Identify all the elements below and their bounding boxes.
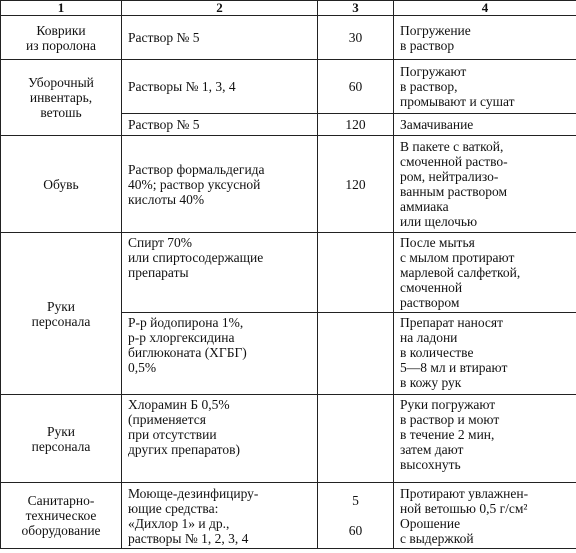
table-row [1,233,576,313]
object-cell: Руки персонала [1,233,122,395]
table-row [1,395,576,483]
time-cell: 120 [318,114,394,136]
agent-cell: Раствор формальдегида 40%; раствор уксусной кислоты 40% [122,136,318,233]
table-row [1,136,576,233]
method-cell: После мытья с мылом протирают марлевой салфеткой, смоченной раствором [394,233,576,313]
header-col-1: 1 [1,1,122,16]
method-cell: Протирают увлажнен- ной ветошью 0,5 г/см² Орошение с выдержкой [394,483,576,549]
agent-cell: Р-р йодопирона 1%, р-р хлоргексидина биглюконата (ХГБГ) 0,5% [122,313,318,395]
method-cell: В пакете с ваткой, смоченной раство- ром, нейтрализо- ванным раствором аммиака или щелочью [394,136,576,233]
time-cell: 60 [318,60,394,114]
table-row [1,483,576,549]
table-row [1,60,576,114]
header-col-2: 2 [122,1,318,16]
method-cell: Руки погружают в раствор и моют в течение 2 мин, затем дают высохнуть [394,395,576,483]
agent-cell: Раствор № 5 [122,16,318,60]
time-cell: 30 [318,16,394,60]
method-cell: Погружение в раствор [394,16,576,60]
object-cell: Руки персонала [1,395,122,483]
time-cell: 5 60 [318,483,394,549]
time-cell [318,395,394,483]
time-cell: 120 [318,136,394,233]
object-cell: Коврики из поролона [1,16,122,60]
method-cell: Погружают в раствор, промывают и сушат [394,60,576,114]
method-cell: Замачивание [394,114,576,136]
agent-cell: Раствор № 5 [122,114,318,136]
header-col-4: 4 [394,1,576,16]
agent-cell: Моюще-дезинфициру- ющие средства: «Дихлор 1» и др., растворы № 1, 2, 3, 4 [122,483,318,549]
table-row [1,16,576,60]
time-cell [318,233,394,313]
header-row [1,1,576,16]
object-cell: Обувь [1,136,122,233]
object-cell: Уборочный инвентарь, ветошь [1,60,122,136]
object-cell: Санитарно- техническое оборудование [1,483,122,549]
agent-cell: Растворы № 1, 3, 4 [122,60,318,114]
method-cell: Препарат наносят на ладони в количестве 5—8 мл и втирают в кожу рук [394,313,576,395]
time-cell [318,313,394,395]
agent-cell: Спирт 70% или спиртосодержащие препараты [122,233,318,313]
agent-cell: Хлорамин Б 0,5% (применяется при отсутствии других препаратов) [122,395,318,483]
header-col-3: 3 [318,1,394,16]
